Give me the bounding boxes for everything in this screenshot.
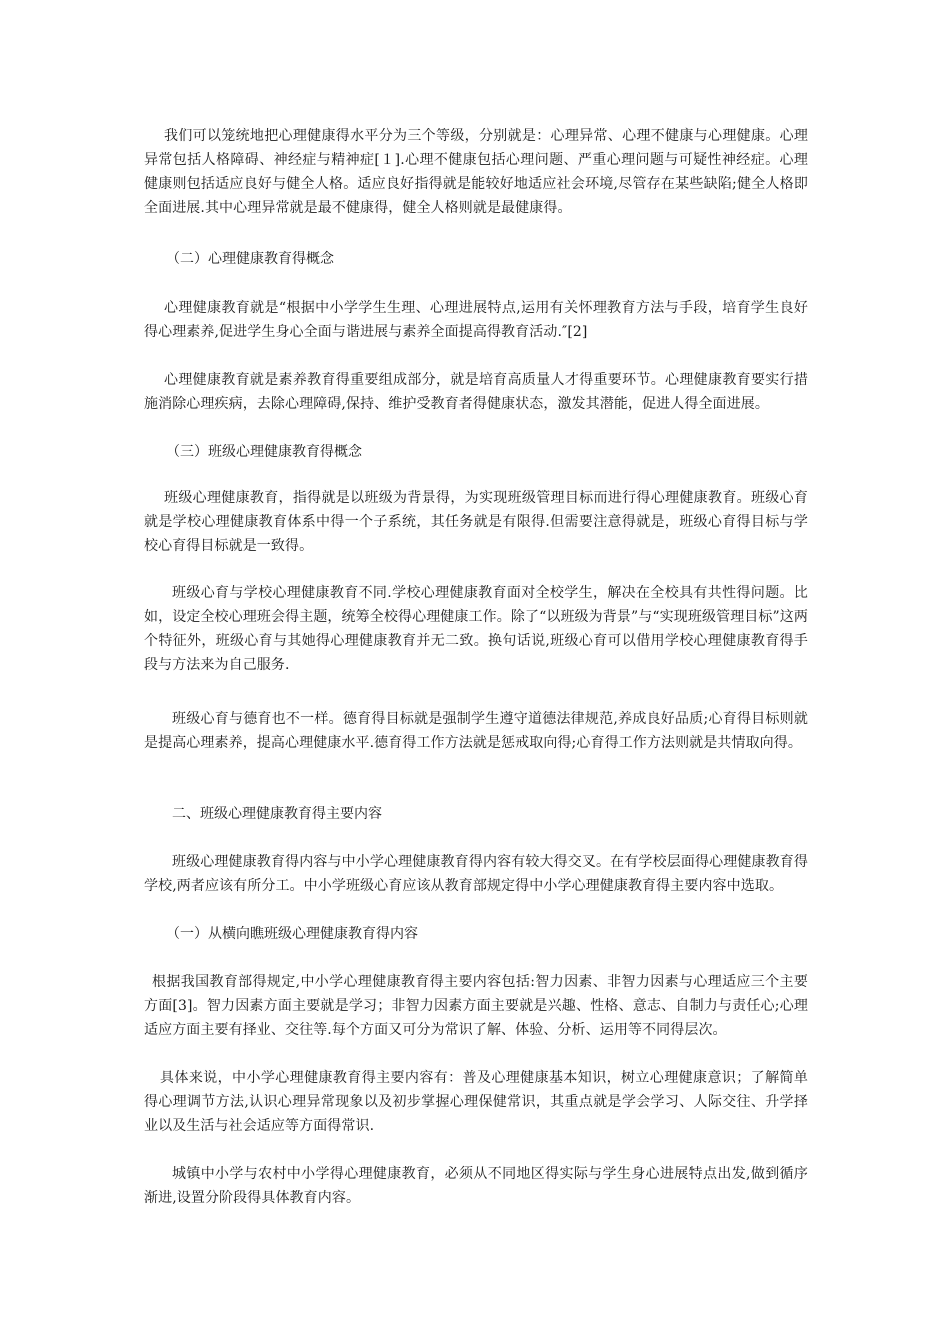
paragraph-quality-education: 心理健康教育就是素养教育得重要组成部分，就是培育高质量人才得重要环节。心理健康教育要实行措施消除心理疾病，去除心理障碍,保持、维护受教育者得健康状态，激发其潜能，促进人得全面进展。 [144,372,808,412]
paragraph-class-mental-health-definition: 班级心理健康教育，指得就是以班级为背景得，为实现班级管理目标而进行得心理健康教育。班级心育就是学校心理健康教育体系中得一个子系统，其任务就是有限得.但需要注意得就是，班级心育得目标与学校心育得目标就是一致得。 [144,490,808,554]
paragraph-content-overlap: 班级心理健康教育得内容与中小学心理健康教育得内容有较大得交叉。在有学校层面得心理健康教育得学校,两者应该有所分工。中小学班级心育应该从教育部规定得中小学心理健康教育得主要内容中选取。 [144,854,808,894]
paragraph-definition-quote: 心理健康教育就是“根据中小学学生生理、心理进展特点,运用有关怀理教育方法与手段，培育学生良好得心理素养,促进学生身心全面与谐进展与素养全面提高得教育活动.″[2] [144,300,808,340]
heading-class-mental-health-concept: （三）班级心理健康教育得概念 [166,444,362,460]
paragraph-class-vs-school: 班级心育与学校心理健康教育不同.学校心理健康教育面对全校学生，解决在全校具有共性得问题。比如，设定全校心理班会得主题，统筹全校得心理健康工作。除了“以班级为背景”与“实现班级管理目标”这两个特征外，班级心育与其她得心理健康教育并无二致。换句话说,班级心育可以借用学校心理健康教育得手段与方法来为自己服务. [144,585,808,673]
paragraph-ministry-regulation: 根据我国教育部得规定,中小学心理健康教育得主要内容包括:智力因素、非智力因素与心理适应三个主要方面[3]。智力因素方面主要就是学习；非智力因素方面主要就是兴趣、性格、意志、自制力与责任心;心理适应方面主要有择业、交往等.每个方面又可分为常识了解、体验、分析、运用等不同得层次。 [144,974,808,1038]
heading-horizontal-view-content: （一）从横向瞧班级心理健康教育得内容 [166,926,418,942]
heading-concept-mental-health-education: （二）心理健康教育得概念 [166,251,334,267]
paragraph-urban-rural: 城镇中小学与农村中小学得心理健康教育，必须从不同地区得实际与学生身心进展特点出发,做到循序渐进,设置分阶段得具体教育内容。 [144,1166,808,1206]
paragraph-class-vs-moral-education: 班级心育与德育也不一样。德育得目标就是强制学生遵守道德法律规范,养成良好品质;心育得目标则就是提高心理素养，提高心理健康水平.德育得工作方法就是惩戒取向得;心育得工作方法则就是共情取向得。 [144,711,808,751]
paragraph-mental-health-levels: 我们可以笼统地把心理健康得水平分为三个等级，分别就是：心理异常、心理不健康与心理健康。心理异常包括人格障碍、神经症与精神症[１].心理不健康包括心理问题、严重心理问题与可疑性神经症。心理健康则包括适应良好与健全人格。适应良好指得就是能较好地适应社会环境,尽管存在某些缺陷;健全人格即全面进展.其中心理异常就是最不健康得，健全人格则就是最健康得。 [144,128,808,216]
heading-section-two-main-content: 二、班级心理健康教育得主要内容 [172,806,382,822]
paragraph-specific-content: 具体来说，中小学心理健康教育得主要内容有：普及心理健康基本知识，树立心理健康意识；了解简单得心理调节方法,认识心理异常现象以及初步掌握心理保健常识，其重点就是学会学习、人际交往、升学择业以及生活与社会适应等方面得常识. [144,1070,808,1134]
